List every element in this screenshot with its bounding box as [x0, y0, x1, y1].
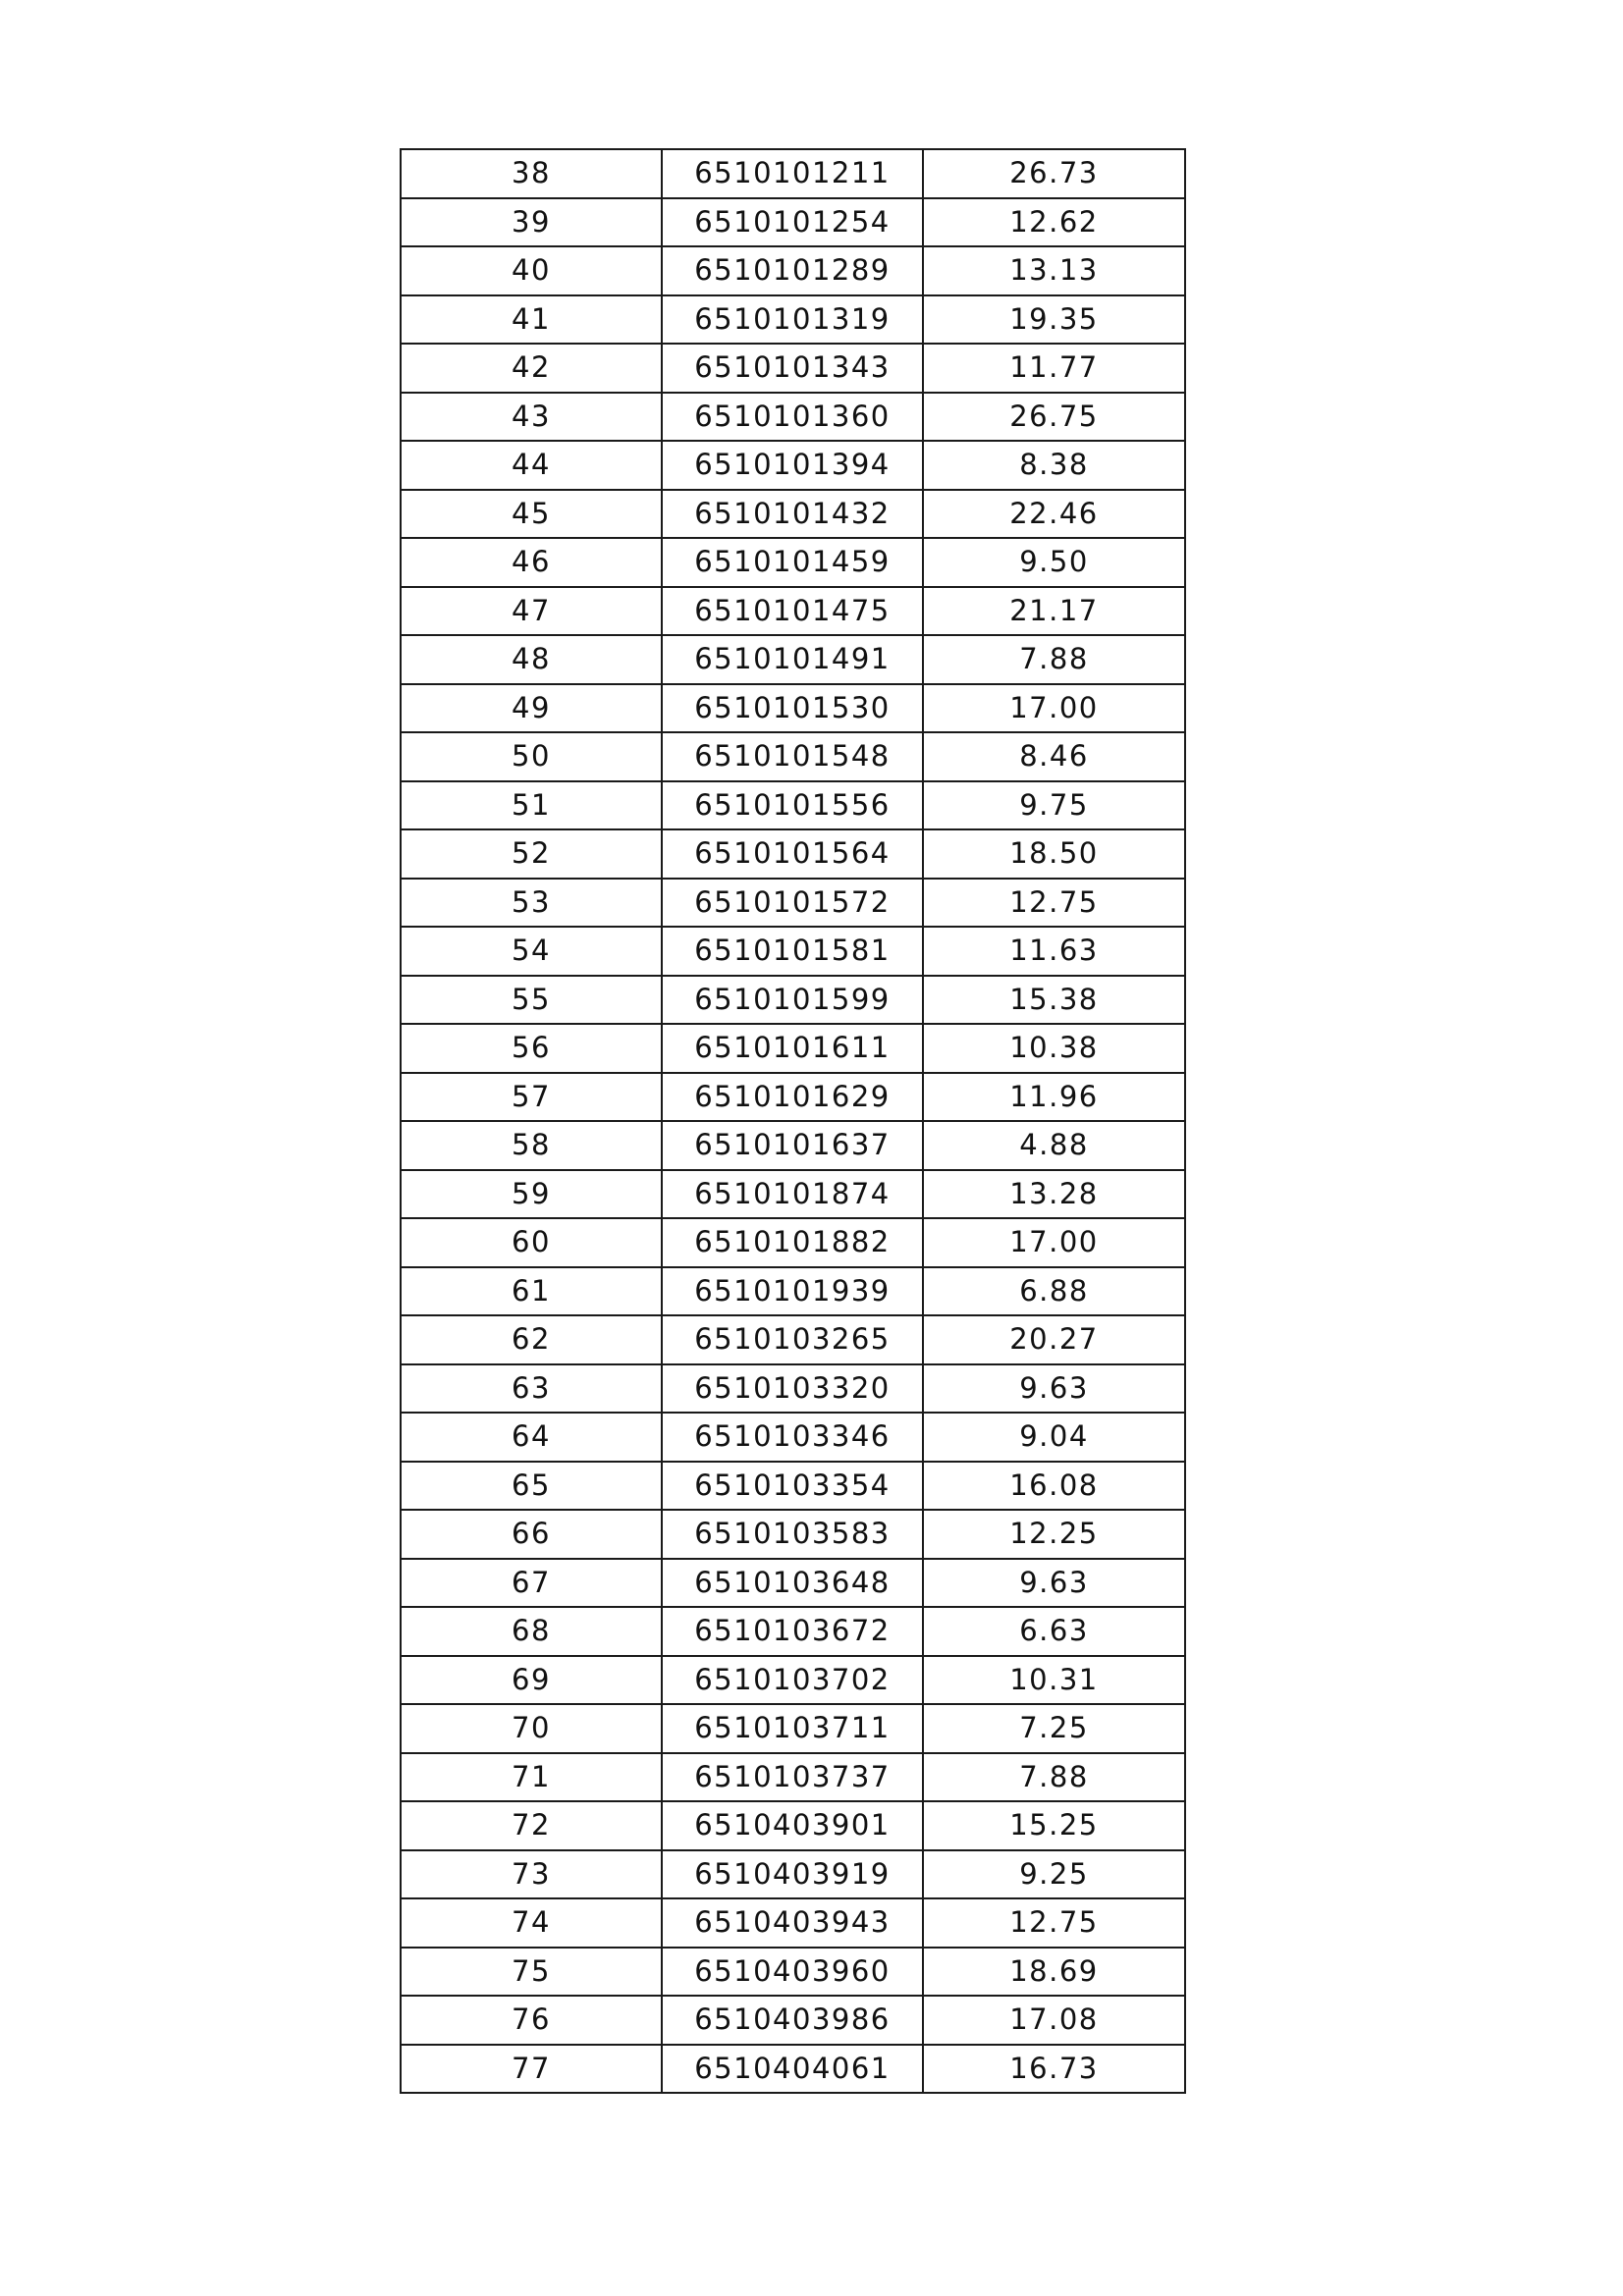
value-cell: 8.46 [923, 732, 1185, 781]
row-number-cell: 46 [401, 538, 662, 587]
row-number-cell: 50 [401, 732, 662, 781]
table-row [401, 538, 1185, 587]
row-number-cell: 60 [401, 1218, 662, 1267]
id-code-cell: 6510101254 [662, 198, 923, 247]
id-code-cell: 6510103648 [662, 1559, 923, 1608]
value-cell: 9.50 [923, 538, 1185, 587]
value-cell: 9.04 [923, 1413, 1185, 1462]
table-row [401, 344, 1185, 393]
value-cell: 7.88 [923, 635, 1185, 684]
table-row [401, 1462, 1185, 1511]
id-code-cell: 6510101394 [662, 441, 923, 490]
value-cell: 26.73 [923, 149, 1185, 198]
value-cell: 21.17 [923, 587, 1185, 636]
id-code-cell: 6510101564 [662, 829, 923, 879]
table-row [401, 1559, 1185, 1608]
row-number-cell: 53 [401, 879, 662, 928]
value-cell: 10.38 [923, 1024, 1185, 1073]
value-cell: 11.96 [923, 1073, 1185, 1122]
row-number-cell: 77 [401, 2045, 662, 2094]
table-row [401, 1753, 1185, 1802]
table-row [401, 1413, 1185, 1462]
table-row [401, 976, 1185, 1025]
id-code-cell: 6510101475 [662, 587, 923, 636]
row-number-cell: 48 [401, 635, 662, 684]
table-row [401, 1607, 1185, 1656]
value-cell: 16.08 [923, 1462, 1185, 1511]
value-cell: 7.25 [923, 1704, 1185, 1753]
id-code-cell: 6510101572 [662, 879, 923, 928]
row-number-cell: 68 [401, 1607, 662, 1656]
row-number-cell: 71 [401, 1753, 662, 1802]
table-row [401, 1267, 1185, 1316]
id-code-cell: 6510101289 [662, 246, 923, 295]
data-table [400, 148, 1186, 2094]
value-cell: 26.75 [923, 393, 1185, 442]
table-row [401, 2045, 1185, 2094]
row-number-cell: 67 [401, 1559, 662, 1608]
id-code-cell: 6510101637 [662, 1121, 923, 1170]
id-code-cell: 6510403919 [662, 1850, 923, 1899]
id-code-cell: 6510404061 [662, 2045, 923, 2094]
id-code-cell: 6510103737 [662, 1753, 923, 1802]
value-cell: 13.28 [923, 1170, 1185, 1219]
id-code-cell: 6510101611 [662, 1024, 923, 1073]
table-row [401, 393, 1185, 442]
table-row [401, 781, 1185, 830]
row-number-cell: 73 [401, 1850, 662, 1899]
row-number-cell: 54 [401, 927, 662, 976]
value-cell: 19.35 [923, 295, 1185, 345]
value-cell: 9.75 [923, 781, 1185, 830]
table-row [401, 1024, 1185, 1073]
table-row [401, 829, 1185, 879]
table-row [401, 1656, 1185, 1705]
id-code-cell: 6510101629 [662, 1073, 923, 1122]
value-cell: 12.75 [923, 879, 1185, 928]
row-number-cell: 42 [401, 344, 662, 393]
row-number-cell: 64 [401, 1413, 662, 1462]
row-number-cell: 51 [401, 781, 662, 830]
id-code-cell: 6510103583 [662, 1510, 923, 1559]
table-row [401, 1510, 1185, 1559]
value-cell: 13.13 [923, 246, 1185, 295]
row-number-cell: 61 [401, 1267, 662, 1316]
value-cell: 12.75 [923, 1898, 1185, 1948]
table-row [401, 1996, 1185, 2045]
value-cell: 6.63 [923, 1607, 1185, 1656]
value-cell: 12.25 [923, 1510, 1185, 1559]
id-code-cell: 6510101459 [662, 538, 923, 587]
id-code-cell: 6510103346 [662, 1413, 923, 1462]
id-code-cell: 6510403986 [662, 1996, 923, 2045]
row-number-cell: 47 [401, 587, 662, 636]
id-code-cell: 6510103354 [662, 1462, 923, 1511]
table-row [401, 1364, 1185, 1414]
row-number-cell: 52 [401, 829, 662, 879]
row-number-cell: 76 [401, 1996, 662, 2045]
value-cell: 17.00 [923, 1218, 1185, 1267]
value-cell: 9.25 [923, 1850, 1185, 1899]
row-number-cell: 40 [401, 246, 662, 295]
table-row [401, 732, 1185, 781]
value-cell: 17.08 [923, 1996, 1185, 2045]
value-cell: 8.38 [923, 441, 1185, 490]
id-code-cell: 6510101556 [662, 781, 923, 830]
table-row [401, 1801, 1185, 1850]
table-row [401, 1073, 1185, 1122]
id-code-cell: 6510101360 [662, 393, 923, 442]
table-row [401, 879, 1185, 928]
value-cell: 16.73 [923, 2045, 1185, 2094]
row-number-cell: 69 [401, 1656, 662, 1705]
row-number-cell: 62 [401, 1315, 662, 1364]
row-number-cell: 44 [401, 441, 662, 490]
table-row [401, 1948, 1185, 1997]
value-cell: 9.63 [923, 1559, 1185, 1608]
row-number-cell: 56 [401, 1024, 662, 1073]
value-cell: 15.25 [923, 1801, 1185, 1850]
id-code-cell: 6510103711 [662, 1704, 923, 1753]
id-code-cell: 6510101939 [662, 1267, 923, 1316]
value-cell: 4.88 [923, 1121, 1185, 1170]
row-number-cell: 45 [401, 490, 662, 539]
table-row [401, 246, 1185, 295]
table-row [401, 1121, 1185, 1170]
table-row [401, 684, 1185, 733]
row-number-cell: 63 [401, 1364, 662, 1414]
id-code-cell: 6510101432 [662, 490, 923, 539]
table-row [401, 490, 1185, 539]
row-number-cell: 65 [401, 1462, 662, 1511]
id-code-cell: 6510403943 [662, 1898, 923, 1948]
table-row [401, 1315, 1185, 1364]
id-code-cell: 6510101548 [662, 732, 923, 781]
id-code-cell: 6510101530 [662, 684, 923, 733]
value-cell: 18.50 [923, 829, 1185, 879]
id-code-cell: 6510101491 [662, 635, 923, 684]
value-cell: 18.69 [923, 1948, 1185, 1997]
row-number-cell: 58 [401, 1121, 662, 1170]
row-number-cell: 39 [401, 198, 662, 247]
id-code-cell: 6510101581 [662, 927, 923, 976]
id-code-cell: 6510101343 [662, 344, 923, 393]
value-cell: 11.77 [923, 344, 1185, 393]
value-cell: 15.38 [923, 976, 1185, 1025]
value-cell: 12.62 [923, 198, 1185, 247]
row-number-cell: 74 [401, 1898, 662, 1948]
row-number-cell: 43 [401, 393, 662, 442]
id-code-cell: 6510101211 [662, 149, 923, 198]
value-cell: 17.00 [923, 684, 1185, 733]
table-row [401, 295, 1185, 345]
table-row [401, 441, 1185, 490]
table-row [401, 587, 1185, 636]
table-row [401, 1704, 1185, 1753]
row-number-cell: 41 [401, 295, 662, 345]
row-number-cell: 57 [401, 1073, 662, 1122]
value-cell: 6.88 [923, 1267, 1185, 1316]
row-number-cell: 75 [401, 1948, 662, 1997]
id-code-cell: 6510403960 [662, 1948, 923, 1997]
value-cell: 11.63 [923, 927, 1185, 976]
table-row [401, 149, 1185, 198]
table-row [401, 1170, 1185, 1219]
table-row [401, 1218, 1185, 1267]
value-cell: 20.27 [923, 1315, 1185, 1364]
table-body [401, 149, 1185, 2093]
row-number-cell: 72 [401, 1801, 662, 1850]
table-row [401, 1850, 1185, 1899]
row-number-cell: 55 [401, 976, 662, 1025]
id-code-cell: 6510103320 [662, 1364, 923, 1414]
id-code-cell: 6510101599 [662, 976, 923, 1025]
id-code-cell: 6510101882 [662, 1218, 923, 1267]
table-row [401, 1898, 1185, 1948]
id-code-cell: 6510103265 [662, 1315, 923, 1364]
id-code-cell: 6510403901 [662, 1801, 923, 1850]
row-number-cell: 70 [401, 1704, 662, 1753]
id-code-cell: 6510101874 [662, 1170, 923, 1219]
id-code-cell: 6510103672 [662, 1607, 923, 1656]
value-cell: 9.63 [923, 1364, 1185, 1414]
value-cell: 7.88 [923, 1753, 1185, 1802]
table-row [401, 635, 1185, 684]
id-code-cell: 6510101319 [662, 295, 923, 345]
table-row [401, 198, 1185, 247]
row-number-cell: 38 [401, 149, 662, 198]
table-row [401, 927, 1185, 976]
value-cell: 10.31 [923, 1656, 1185, 1705]
value-cell: 22.46 [923, 490, 1185, 539]
row-number-cell: 59 [401, 1170, 662, 1219]
row-number-cell: 66 [401, 1510, 662, 1559]
row-number-cell: 49 [401, 684, 662, 733]
id-code-cell: 6510103702 [662, 1656, 923, 1705]
